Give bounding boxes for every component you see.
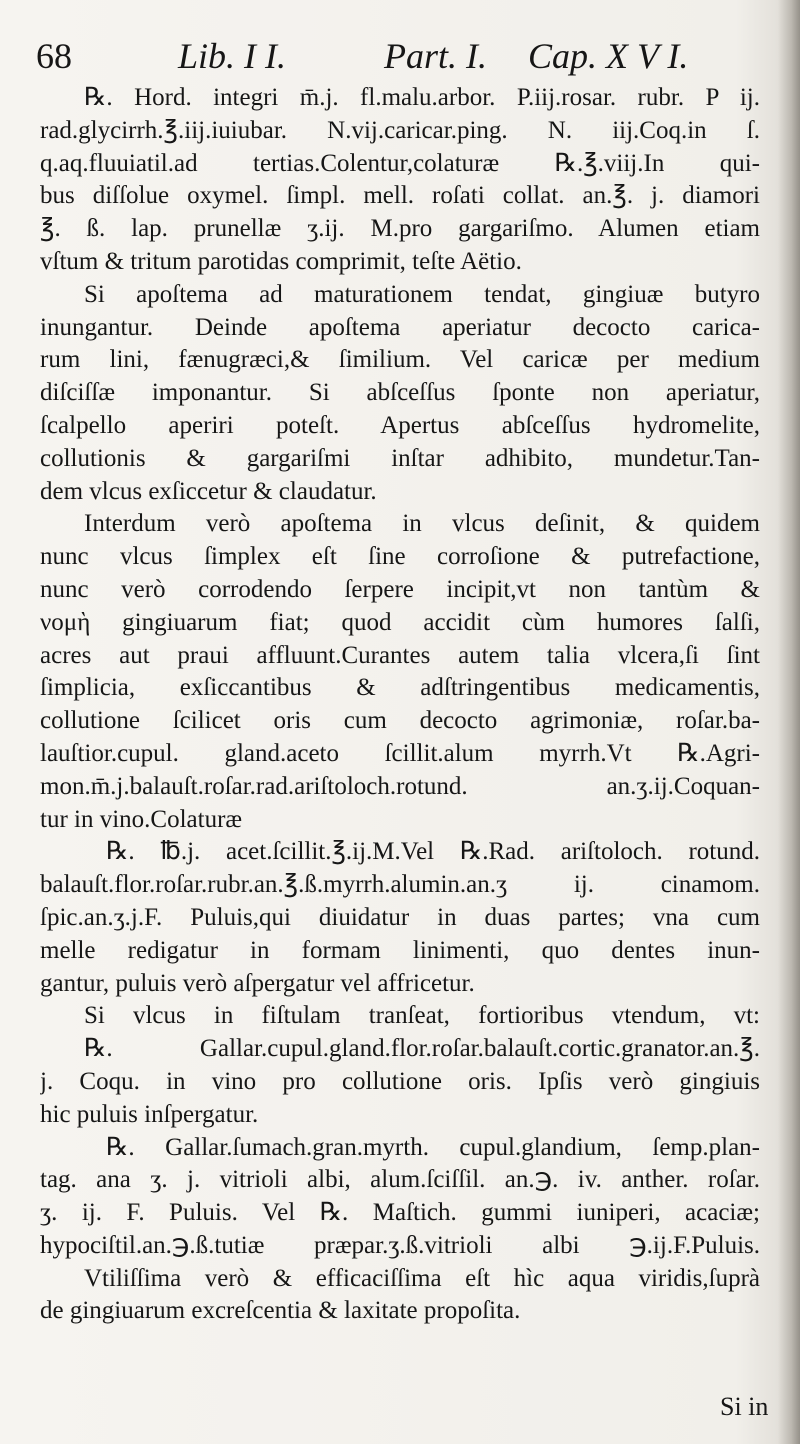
header-liber: Lib. I I.	[178, 36, 286, 76]
text-line: de gingiuarum excreſcentia & laxitate propoſita.	[40, 1297, 521, 1325]
text-line: ℞. Hord. integri m̄.j. fl.malu.arbor. P.iij.rosar. rubr. P ij.	[84, 84, 760, 111]
text-line: collutione ſcilicet oris cum decocto agrimoniæ, roſar.ba-	[40, 707, 760, 735]
text-line: dem vlcus exſiccetur & claudatur.	[40, 477, 377, 505]
text-line: Vtiliſſima verò & efficaciſſima eſt hìc aqua viridis,ſuprà	[84, 1264, 760, 1292]
text-line: collutionis & gargariſmi inſtar adhibito, mundetur.Tan-	[40, 444, 760, 472]
text-line: νομὴ gingiuarum fiat; quod accidit cùm humores ſalſi,	[40, 608, 760, 636]
text-line: inungantur. Deinde apoſtema aperiatur decocto carica-	[40, 313, 760, 341]
text-line: tag. ana ʒ. j. vitrioli albi, alum.ſciſſil. an.℈. iv. anther. roſar.	[40, 1166, 760, 1194]
text-line: ℞. Gallar.ſumach.gran.myrth. cupul.glandium, ſemp.plan-	[106, 1133, 760, 1161]
text-line: bus diſſolue oxymel. ſimpl. mell. roſati collat. an.℥. j. diamori	[40, 182, 760, 210]
text-line: nunc vlcus ſimplex eſt ſine corroſione & putrefactione,	[40, 543, 760, 571]
text-line: hic puluis inſpergatur.	[40, 1100, 259, 1128]
text-line: ſcalpello aperiri poteſt. Apertus abſceſſus hydromelite,	[40, 411, 760, 439]
text-line: balauſt.flor.roſar.rubr.an.℥.ß.myrrh.alumin.an.ʒ ij. cinamom.	[40, 871, 760, 899]
page-gutter-shadow	[778, 0, 800, 1444]
text-line: ℞. ℔.j. acet.ſcillit.℥.ij.M.Vel ℞.Rad. ariſtoloch. rotund.	[106, 838, 760, 866]
text-line: tur in vino.Colaturæ	[40, 805, 243, 833]
header-chapter: Cap. X V I.	[528, 36, 689, 76]
text-line: q.aq.fluuiatil.ad tertias.Colentur,colaturæ ℞.℥.viij.In qui-	[40, 149, 760, 177]
text-line: vſtum & tritum parotidas comprimit, teſte Aëtio.	[40, 247, 522, 275]
body-text	[40, 82, 760, 1328]
text-line: gantur, puluis verò aſpergatur vel affricetur.	[40, 969, 475, 997]
text-line: hypociſtil.an.℈.ß.tutiæ præpar.ʒ.ß.vitrioli albi ℈.ij.F.Puluis.	[40, 1231, 760, 1259]
text-line: ʒ. ij. F. Puluis. Vel ℞. Maſtich. gummi iuniperi, acaciæ;	[40, 1199, 760, 1227]
text-line: mon.m̄.j.balauſt.roſar.rad.ariſtoloch.rotund. an.ʒ.ij.Coquan-	[40, 772, 760, 800]
header-part: Part. I.	[384, 36, 487, 76]
text-line: j. Coqu. in vino pro collutione oris. Ipſis verò gingiuis	[40, 1067, 760, 1095]
text-line: rum lini, fænugræci,& ſimilium. Vel caricæ per medium	[40, 346, 760, 374]
text-line: ℥. ß. lap. prunellæ ʒ.ij. M.pro gargariſmo. Alumen etiam	[40, 215, 760, 243]
text-line: Si apoſtema ad maturationem tendat, gingiuæ butyro	[84, 280, 760, 308]
page-number: 68	[36, 36, 72, 76]
text-line: ſpic.an.ʒ.j.F. Puluis,qui diuidatur in duas partes; vna cum	[40, 903, 760, 931]
text-line: nunc verò corrodendo ſerpere incipit,vt non tantùm &	[40, 575, 760, 603]
text-line: Interdum verò apoſtema in vlcus deſinit, & quidem	[84, 510, 760, 538]
text-line: ℞. Gallar.cupul.gland.flor.roſar.balauſt.cortic.granator.an.℥.	[84, 1035, 760, 1063]
text-line: diſciſſæ imponantur. Si abſceſſus ſponte non aperiatur,	[40, 379, 760, 407]
text-line: acres aut praui affluunt.Curantes autem talia vlcera,ſi ſint	[40, 641, 760, 669]
text-line: lauſtior.cupul. gland.aceto ſcillit.alum myrrh.Vt ℞.Agri-	[40, 739, 760, 767]
catchword: Si in	[720, 1392, 769, 1421]
text-line: melle redigatur in formam linimenti, quo dentes inun-	[40, 936, 760, 964]
text-line: ſimplicia, exſiccantibus & adſtringentibus medicamentis,	[40, 674, 760, 702]
text-line: rad.glycirrh.℥.iij.iuiubar. N.vij.caricar.ping. N. iij.Coq.in ſ.	[40, 116, 760, 144]
text-line: Si vlcus in fiſtulam tranſeat, fortioribus vtendum, vt:	[84, 1002, 760, 1030]
running-header	[36, 34, 756, 78]
